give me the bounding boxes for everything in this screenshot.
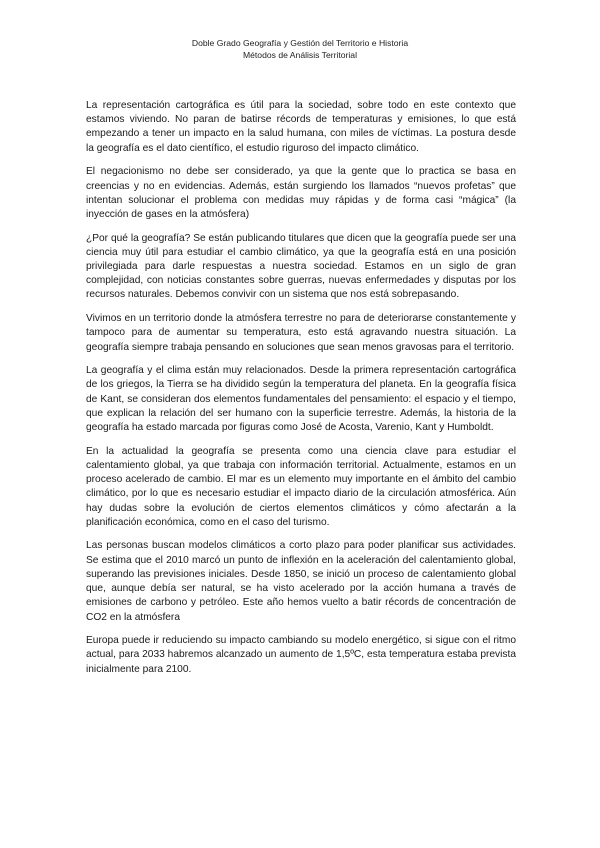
paragraph: La geografía y el clima están muy relacionados. Desde la primera representación cartográfica de los griegos, la Tierra se ha dividido según la temperatura del planeta. En la geografía física de Kant, se consideran dos elementos fundamentales del pensamiento: el espacio y el tiempo, que explican la relación del ser humano con la superficie terrestre. Además, la historia de la geografía ha estado marcada por figuras como José de Acosta, Varenio, Kant y Humboldt. (86, 365, 516, 434)
paragraph: Las personas buscan modelos climáticos a corto plazo para poder planificar sus actividades. Se estima que el 2010 marcó un punto de inflexión en la aceleración del calentamiento global, superando las previsiones iniciales. Desde 1850, se inició un proceso de calentamiento global que, aunque debía ser natural, se ha visto acelerado por la acción humana a través de emisiones de carbono y petróleo. Este año hemos vuelto a batir récords de concentración de CO2 en la atmósfera (86, 540, 516, 623)
course-title: Doble Grado Geografía y Gestión del Territorio e Historia (191, 38, 409, 48)
paragraph: El negacionismo no debe ser considerado, ya que la gente que lo practica se basa en creencias y no en evidencias. Además, están surgiendo los llamados “nuevos profetas” que intentan solucionar el problema con medidas muy rápidas y de forma casi “mágica” (la inyección de gases en la atmósfera) (86, 166, 516, 220)
page-header (0, 37, 600, 61)
subject-title: Métodos de Análisis Territorial (242, 50, 357, 60)
document-body (86, 99, 516, 686)
paragraph: Vivimos en un territorio donde la atmósfera terrestre no para de deteriorarse constantemente y tampoco para de aumentar su temperatura, esto está agravando nuestra situación. La geografía siempre trabaja pensando en soluciones que sean menos gravosas para el territorio. (86, 313, 516, 353)
paragraph: Europa puede ir reduciendo su impacto cambiando su modelo energético, si sigue con el ritmo actual, para 2033 habremos alcanzado un aumento de 1,5ºC, esta temperatura estaba prevista inicialmente para 2100. (86, 635, 516, 675)
paragraph: La representación cartográfica es útil para la sociedad, sobre todo en este contexto que estamos viviendo. No paran de batirse récords de temperaturas y emisiones, lo que está empezando a tener un impacto en la salud humana, con miles de víctimas. La postura desde la geografía es el dato científico, el estudio riguroso del impacto climático. (86, 100, 516, 154)
paragraph: En la actualidad la geografía se presenta como una ciencia clave para estudiar el calentamiento global, ya que trabaja con información territorial. Actualmente, estamos en un proceso acelerado de cambio. El mar es un elemento muy importante en el ámbito del cambio climático, por lo que es necesario estudiar el impacto diario de la circulación atmosférica. Aún hay dudas sobre la evolución de ciertos elementos climáticos y cómo afectarán a la planificación económica, como en el caso del turismo. (86, 445, 516, 528)
paragraph: ¿Por qué la geografía? Se están publicando titulares que dicen que la geografía puede ser una ciencia muy útil para estudiar el cambio climático, ya que la geografía está en una posición privilegiada para darle respuestas a nuestra sociedad. Estamos en un siglo de gran complejidad, con noticias constantes sobre guerras, nuevas enfermedades y disputas por los recursos naturales. Debemos convivir con un sistema que nos está sobrepasando. (86, 232, 516, 301)
